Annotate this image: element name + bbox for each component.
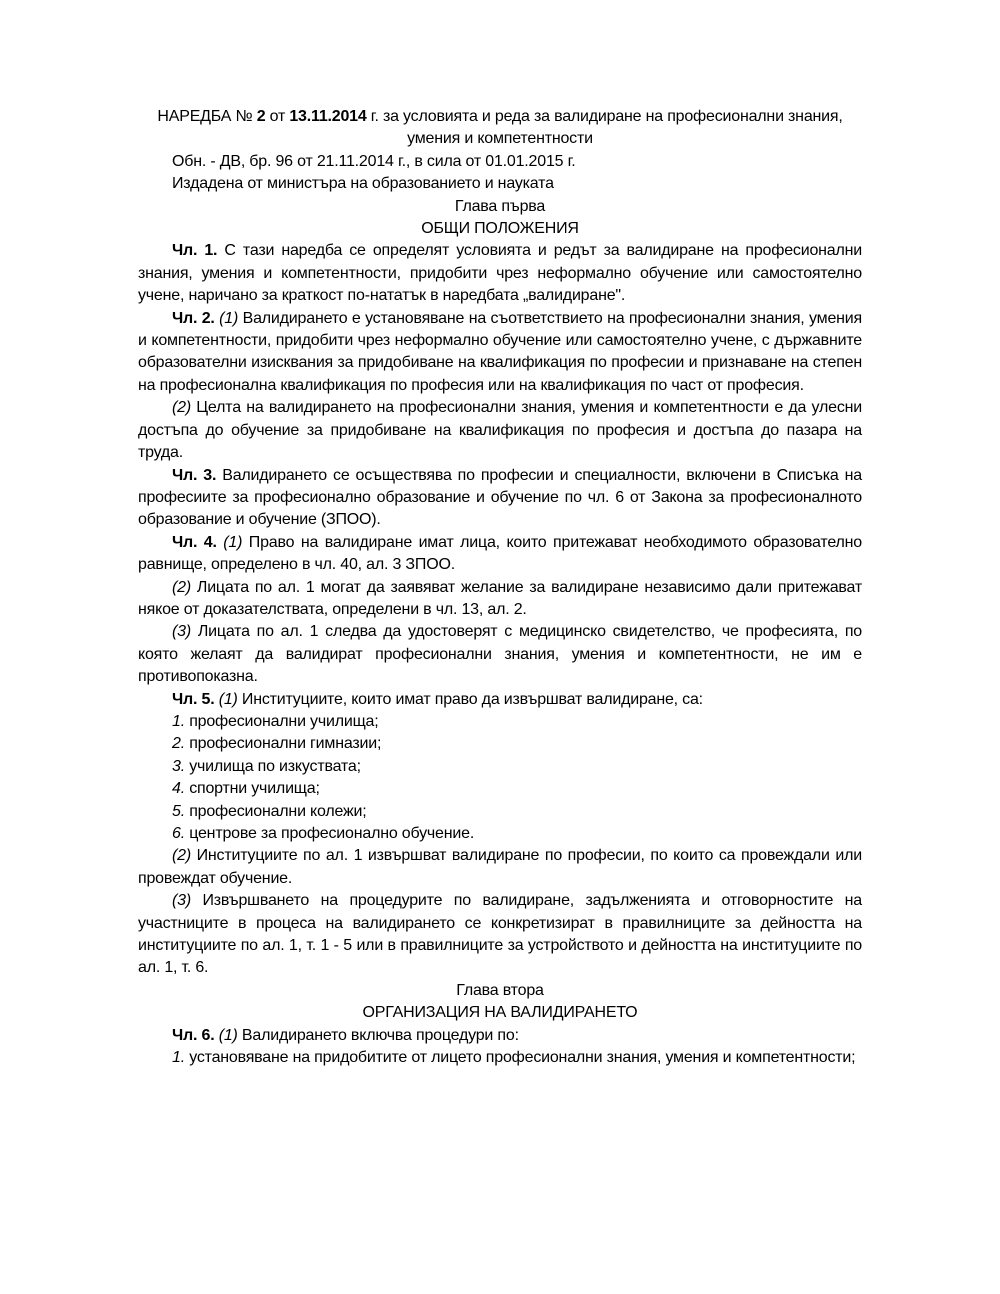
paragraph-marker: (1) bbox=[216, 533, 243, 551]
article-5-item-3 bbox=[138, 756, 862, 778]
article-5-item-6 bbox=[138, 823, 862, 845]
paragraph-marker: (3) bbox=[172, 892, 191, 910]
article-text: Институциите по ал. 1 извършват валидиране по професии, по които са провеждали или провеждат обучение. bbox=[138, 847, 862, 887]
item-number: 4. bbox=[172, 780, 185, 798]
chapter-2-heading: ОРГАНИЗАЦИЯ НА ВАЛИДИРАНЕТО bbox=[362, 1004, 638, 1022]
item-text: професионални училища; bbox=[184, 712, 379, 730]
document-title bbox=[138, 106, 862, 151]
title-text: НАРЕДБА № bbox=[157, 108, 257, 125]
item-text: професионални колежи; bbox=[184, 802, 367, 820]
article-text: Валидирането се осъществява по професии и специалности, включени в Списъка на професиите за професионално образование и обучение по чл. 6 от Закона за професионалното образование и обучение (ЗПОО). bbox=[138, 466, 862, 529]
article-text: Извършването на процедурите по валидиране, задълженията и отговорностите на участниците в процеса на валидирането се конкретизират в правилниците за дейността на институциите по ал. 1, т. 1 - 5 или в правилниците за устройството и дейността на институциите по ал. 1, т. 6. bbox=[138, 892, 862, 977]
article-text: Право на валидиране имат лица, които притежават необходимото образователно равнище, определено в чл. 40, ал. 3 ЗПОО. bbox=[138, 533, 862, 574]
chapter-2-label: Глава втора bbox=[456, 981, 544, 999]
item-text: професионални гимназии; bbox=[184, 735, 382, 753]
paragraph-marker: (2) bbox=[172, 578, 191, 596]
article-5-item-1 bbox=[138, 711, 862, 733]
article-text: Институциите, които имат право да извършват валидиране, са: bbox=[237, 690, 703, 708]
paragraph-marker: (1) bbox=[214, 690, 238, 708]
item-text: спортни училища; bbox=[184, 780, 320, 798]
article-text: Валидирането е установяване на съответствието на професионални знания, умения и компетентности, придобити чрез неформално обучение или самостоятелно учене, с държавните образователни изисквания за придобиване на квалификация по професии и признаване на степен на професионална квалификация по професия или на квалификация по част от професия. bbox=[138, 309, 862, 394]
paragraph-marker: (1) bbox=[214, 309, 239, 327]
paragraph-marker: (2) bbox=[172, 399, 191, 417]
item-number: 5. bbox=[172, 802, 185, 820]
article-2-par-1 bbox=[138, 308, 862, 398]
publication-line: Обн. - ДВ, бр. 96 от 21.11.2014 г., в сила от 01.01.2015 г. bbox=[172, 152, 576, 170]
article-number: Чл. 5. bbox=[172, 690, 215, 708]
article-6-par-1 bbox=[138, 1025, 862, 1047]
article-text: Лицата по ал. 1 могат да заявяват желание за валидиране независимо дали притежават някое от доказателствата, определени в чл. 13, ал. 2. bbox=[138, 578, 862, 618]
item-number: 1. bbox=[172, 1049, 185, 1067]
article-5-par-2 bbox=[138, 845, 862, 890]
paragraph-marker: (2) bbox=[172, 847, 191, 865]
article-3 bbox=[138, 465, 862, 532]
item-number: 3. bbox=[172, 757, 185, 775]
item-number: 2. bbox=[172, 735, 185, 753]
article-number: Чл. 3. bbox=[172, 466, 217, 484]
article-1 bbox=[138, 240, 862, 307]
article-2-par-2 bbox=[138, 397, 862, 464]
title-ordinance-date: 13.11.2014 bbox=[289, 108, 367, 125]
article-number: Чл. 4. bbox=[172, 533, 217, 551]
chapter-1-label: Глава първа bbox=[454, 197, 546, 215]
item-text: центрове за професионално обучение. bbox=[184, 825, 475, 842]
item-number: 6. bbox=[172, 825, 185, 842]
item-text: установяване на придобитите от лицето професионални знания, умения и компетентности; bbox=[184, 1049, 856, 1067]
issued-by-line: Издадена от министъра на образованието и науката bbox=[172, 175, 554, 193]
article-4-par-3 bbox=[138, 621, 862, 688]
paragraph-marker: (3) bbox=[172, 623, 191, 641]
article-text: С тази наредба се определят условията и редът за валидиране на професионални знания, умения и компетентности, придобити чрез неформално обучение или самостоятелно учене, наричано за краткост по-нататък в наредбата „валидиране". bbox=[138, 242, 862, 305]
paragraph-marker: (1) bbox=[214, 1026, 238, 1044]
article-5-par-1 bbox=[138, 689, 862, 711]
item-number: 1. bbox=[172, 712, 185, 730]
article-5-item-2 bbox=[138, 733, 862, 755]
item-text: училища по изкуствата; bbox=[184, 757, 361, 775]
article-6-item-1 bbox=[138, 1047, 862, 1069]
article-text: Валидирането включва процедури по: bbox=[237, 1026, 519, 1044]
title-text: г. за условията и реда за валидиране на професионални знания, умения и компетентности bbox=[366, 108, 843, 148]
article-text: Целта на валидирането на професионални знания, умения и компетентности е да улесни достъпа до обучение за придобиване на квалификация по професия и достъпа до пазара на труда. bbox=[138, 399, 862, 462]
article-number: Чл. 1. bbox=[172, 242, 218, 260]
title-text: от bbox=[265, 108, 290, 125]
article-number: Чл. 6. bbox=[172, 1026, 215, 1044]
title-ordinance-number: 2 bbox=[256, 108, 266, 125]
article-5-item-4 bbox=[138, 778, 862, 800]
article-text: Лицата по ал. 1 следва да удостоверят с медицинско свидетелство, че професията, по която желаят да валидират професионални знания, умения и компетентности, не им е противопоказна. bbox=[138, 623, 862, 686]
chapter-1-heading: ОБЩИ ПОЛОЖЕНИЯ bbox=[421, 220, 579, 238]
article-5-par-3 bbox=[138, 890, 862, 980]
article-4-par-2 bbox=[138, 577, 862, 622]
article-5-item-5 bbox=[138, 801, 862, 823]
article-4-par-1 bbox=[138, 532, 862, 577]
article-number: Чл. 2. bbox=[172, 309, 215, 327]
